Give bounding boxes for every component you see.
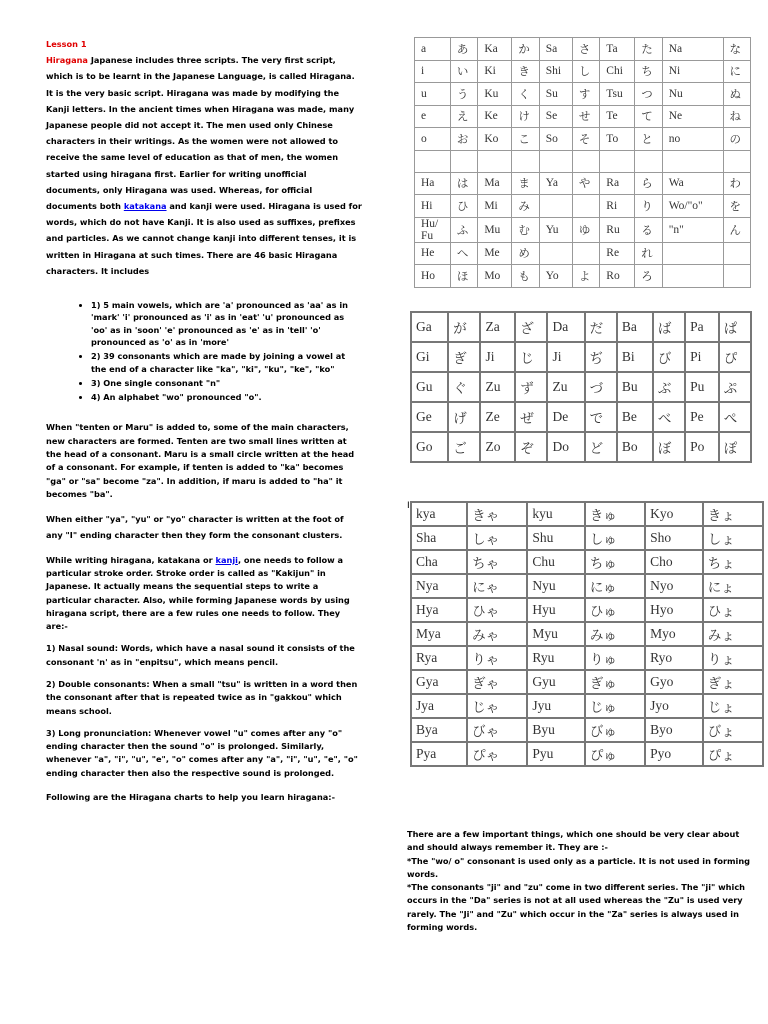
stroke-part2: , one needs to follow a particular stroke order. Stroke order is called as "Kakijun" in Japanese. It actually means the sequential steps to write a particular character. Also, while forming Japanese words by using hiragana script, there are a few rules one needs to follow. They are:-: [46, 554, 350, 632]
table-cell: Nyo: [645, 574, 703, 598]
table-cell: た: [635, 38, 662, 61]
table-cell: Pe: [685, 402, 719, 432]
stroke-part1: While writing hiragana, katakana or: [46, 554, 216, 565]
table-cell: み: [512, 195, 539, 218]
table-cell: Ji: [547, 342, 584, 372]
list-item: • 3) One single consonant "n": [91, 377, 362, 389]
table-cell: Wa: [662, 172, 723, 195]
table-row: [411, 694, 763, 718]
table-cell: ちゃ: [467, 550, 527, 574]
table-cell: と: [635, 128, 662, 151]
table-cell: [572, 242, 599, 265]
table-row: [411, 598, 763, 622]
table-cell: ぢ: [585, 342, 617, 372]
table-cell: にょ: [703, 574, 763, 598]
table-cell: [539, 195, 572, 218]
list-item: • 2) 39 consonants which are made by joining a vowel at the end of a character like "ka", "ki", "ku", "ke", "ko": [91, 350, 362, 375]
table-cell: He: [415, 242, 451, 265]
table-cell: Mya: [411, 622, 467, 646]
table-cell: ちょ: [703, 550, 763, 574]
table-cell: お: [450, 128, 477, 151]
table-cell: ざ: [515, 312, 547, 342]
table-cell: [723, 242, 751, 265]
table-cell: [662, 265, 723, 288]
table-cell: きゅ: [585, 502, 645, 526]
table-cell: o: [415, 128, 451, 151]
table-cell: [415, 150, 451, 172]
table-cell: ほ: [450, 265, 477, 288]
table-cell: [723, 265, 751, 288]
table-cell: ま: [512, 172, 539, 195]
table-cell: き: [512, 60, 539, 83]
table-cell: Do: [547, 432, 584, 462]
table-cell: Shu: [527, 526, 585, 550]
table-cell: Ma: [478, 172, 512, 195]
table-cell: ちゅ: [585, 550, 645, 574]
table-cell: [450, 150, 477, 172]
table-row: [415, 38, 751, 61]
lesson-text-column: [46, 36, 362, 805]
table-cell: ろ: [635, 265, 662, 288]
table-cell: ひゅ: [585, 598, 645, 622]
table-row: [411, 526, 763, 550]
hiragana-word: Hiragana: [46, 55, 88, 66]
table-cell: は: [450, 172, 477, 195]
table-cell: ぽ: [719, 432, 751, 462]
table-cell: そ: [572, 128, 599, 151]
table-cell: にゅ: [585, 574, 645, 598]
table-cell: Sho: [645, 526, 703, 550]
table-cell: Chi: [600, 60, 635, 83]
table-cell: ぴゅ: [585, 742, 645, 766]
table-cell: Ga: [411, 312, 448, 342]
table-cell: ぐ: [448, 372, 480, 402]
table-cell: Sha: [411, 526, 467, 550]
table-cell: Jyo: [645, 694, 703, 718]
table-row: [415, 60, 751, 83]
table-cell: け: [512, 105, 539, 128]
table-cell: Ryu: [527, 646, 585, 670]
table-cell: ぺ: [719, 402, 751, 432]
table-cell: る: [635, 217, 662, 242]
table-cell: Se: [539, 105, 572, 128]
table-cell: [572, 150, 599, 172]
table-cell: Wo/"o": [662, 195, 723, 218]
list-item: • 4) An alphabet "wo" pronounced "o".: [91, 391, 362, 403]
table-cell: に: [723, 60, 751, 83]
table-cell: Gi: [411, 342, 448, 372]
table-cell: ぴゃ: [467, 742, 527, 766]
table-cell: Da: [547, 312, 584, 342]
table-cell: Pyu: [527, 742, 585, 766]
table-cell: ぷ: [719, 372, 751, 402]
table-cell: す: [572, 83, 599, 106]
table-cell: ね: [723, 105, 751, 128]
table-cell: Gyo: [645, 670, 703, 694]
table-cell: Gu: [411, 372, 448, 402]
table-cell: Hyu: [527, 598, 585, 622]
table-cell: さ: [572, 38, 599, 61]
table-cell: が: [448, 312, 480, 342]
table-row: [415, 83, 751, 106]
intro-part1: Japanese includes three scripts. The very first script, which is to be learnt in the Japanese Language, is called Hiragana. It is the very basic script. Hiragana was made by modifying the Kanji letters. In the ancient times when Hiragana was made, many Japanese people did not accept it. The men used only Chinese characters in their writings. As the women were not allowed to receive the same level of education as that of men, the women started using hiragana first. Earlier for writing unofficial documents, only Hiragana was used. Whereas, for official documents both: [46, 55, 355, 212]
table-cell: あ: [450, 38, 477, 61]
stray-mark: I: [407, 501, 410, 511]
table-cell: ゆ: [572, 217, 599, 242]
table-cell: ん: [723, 217, 751, 242]
table-cell: り: [635, 195, 662, 218]
table-cell: りゃ: [467, 646, 527, 670]
table-cell: び: [653, 342, 685, 372]
table-cell: じゃ: [467, 694, 527, 718]
table-cell: [572, 195, 599, 218]
table-cell: Shi: [539, 60, 572, 83]
table-cell: ひ: [450, 195, 477, 218]
table-cell: ち: [635, 60, 662, 83]
table-cell: ば: [653, 312, 685, 342]
table-cell: じょ: [703, 694, 763, 718]
table-row: [411, 550, 763, 574]
table-cell: べ: [653, 402, 685, 432]
table-cell: や: [572, 172, 599, 195]
table-cell: れ: [635, 242, 662, 265]
table-cell: で: [585, 402, 617, 432]
table-cell: Be: [617, 402, 653, 432]
note-wo: *The "wo/ o" consonant is used only as a particle. It is not used in forming words.: [407, 855, 751, 879]
table-cell: Ni: [662, 60, 723, 83]
table-cell: De: [547, 402, 584, 432]
cluster-hiragana-table: [410, 501, 764, 767]
table-cell: か: [512, 38, 539, 61]
table-cell: じゅ: [585, 694, 645, 718]
katakana-link[interactable]: katakana: [123, 201, 167, 212]
table-cell: no: [662, 128, 723, 151]
table-cell: Ro: [600, 265, 635, 288]
table-cell: りゅ: [585, 646, 645, 670]
table-cell: みゅ: [585, 622, 645, 646]
kanji-link[interactable]: kanji: [215, 554, 238, 565]
table-cell: Myu: [527, 622, 585, 646]
table-cell: Hya: [411, 598, 467, 622]
table-cell: ひゃ: [467, 598, 527, 622]
table-cell: Ya: [539, 172, 572, 195]
table-cell: Yo: [539, 265, 572, 288]
table-cell: e: [415, 105, 451, 128]
table-cell: Ta: [600, 38, 635, 61]
table-cell: りょ: [703, 646, 763, 670]
table-cell: ぱ: [719, 312, 751, 342]
table-cell: ぎ: [448, 342, 480, 372]
table-cell: し: [572, 60, 599, 83]
table-cell: Mo: [478, 265, 512, 288]
table-cell: みゃ: [467, 622, 527, 646]
table-cell: Cho: [645, 550, 703, 574]
table-cell: ぎゃ: [467, 670, 527, 694]
table-cell: Na: [662, 38, 723, 61]
table-cell: な: [723, 38, 751, 61]
table-cell: Za: [480, 312, 515, 342]
table-row: [415, 105, 751, 128]
table-cell: づ: [585, 372, 617, 402]
table-cell: To: [600, 128, 635, 151]
table-cell: Tsu: [600, 83, 635, 106]
table-cell: [723, 150, 751, 172]
table-cell: ら: [635, 172, 662, 195]
table-cell: Yu: [539, 217, 572, 242]
rule-long-pronunciation: 3) Long pronunciation: Whenever vowel "u" comes after any "o" ending character then the sound "o" is prolonged. Similarly, whenever "a", "i", "u", "e", "o" comes after any "a", "i", "u", "e", "o" ending character then also the respective sound is prolonged.: [46, 727, 358, 778]
table-cell: Ne: [662, 105, 723, 128]
table-row: [415, 128, 751, 151]
table-cell: [662, 242, 723, 265]
table-cell: Gya: [411, 670, 467, 694]
table-cell: を: [723, 195, 751, 218]
table-cell: ぶ: [653, 372, 685, 402]
table-cell: ご: [448, 432, 480, 462]
intro-part2: and kanji were used. Hiragana is used for words, which do not have Kanji. It is also used as suffixes, prefixes and particles. As we cannot change kanji into different tenses, it is written in Hiragana at such times. There are 46 basic Hiragana characters. It includes: [46, 201, 362, 276]
table-cell: Jya: [411, 694, 467, 718]
table-cell: ぞ: [515, 432, 547, 462]
table-row: [411, 742, 763, 766]
table-cell: め: [512, 242, 539, 265]
lesson-title: Lesson 1: [46, 39, 87, 49]
table-cell: Ge: [411, 402, 448, 432]
character-bullet-list: [46, 299, 362, 403]
charts-intro: Following are the Hiragana charts to help you learn hiragana:-: [46, 792, 335, 803]
table-cell: Ho: [415, 265, 451, 288]
table-cell: だ: [585, 312, 617, 342]
list-item: • 1) 5 main vowels, which are 'a' pronounced as 'aa' as in 'mark' 'i' pronounced as 'i' as in 'eat' 'u' pronounced as 'oo' as in 'soon' 'e' pronounced as 'e' as in 'tell' 'o' pronounced as 'o' as in 'more': [91, 299, 362, 348]
table-row: [415, 217, 751, 242]
table-cell: びゃ: [467, 718, 527, 742]
table-cell: Chu: [527, 550, 585, 574]
table-cell: Byu: [527, 718, 585, 742]
table-cell: Ko: [478, 128, 512, 151]
table-row: [411, 670, 763, 694]
table-cell: Sa: [539, 38, 572, 61]
table-row: [415, 265, 751, 288]
table-cell: ぬ: [723, 83, 751, 106]
table-cell: Kyo: [645, 502, 703, 526]
basic-hiragana-table: [414, 37, 751, 288]
table-cell: Ryo: [645, 646, 703, 670]
table-row: [415, 172, 751, 195]
table-cell: [539, 242, 572, 265]
table-cell: Pu: [685, 372, 719, 402]
table-cell: ず: [515, 372, 547, 402]
table-row: [415, 150, 751, 172]
voiced-hiragana-table: [410, 311, 752, 463]
table-cell: Cha: [411, 550, 467, 574]
table-cell: Ku: [478, 83, 512, 106]
table-cell: [478, 150, 512, 172]
table-cell: Ba: [617, 312, 653, 342]
table-cell: ど: [585, 432, 617, 462]
table-cell: kya: [411, 502, 467, 526]
rule-nasal: 1) Nasal sound: Words, which have a nasal sound it consists of the consonant 'n' as in "enpitsu", which means pencil.: [46, 643, 355, 667]
table-cell: せ: [572, 105, 599, 128]
table-cell: Zo: [480, 432, 515, 462]
table-cell: Rya: [411, 646, 467, 670]
table-cell: Hu/ Fu: [415, 217, 451, 242]
table-cell: Nyu: [527, 574, 585, 598]
table-cell: Gyu: [527, 670, 585, 694]
table-cell: u: [415, 83, 451, 106]
table-row: [411, 502, 763, 526]
table-cell: Hi: [415, 195, 451, 218]
note-intro: There are a few important things, which one should be very clear about and should always remember it. They are :-: [407, 829, 740, 853]
table-cell: i: [415, 60, 451, 83]
table-cell: て: [635, 105, 662, 128]
table-cell: Zu: [480, 372, 515, 402]
table-cell: [600, 150, 635, 172]
table-cell: Bu: [617, 372, 653, 402]
table-cell: Ze: [480, 402, 515, 432]
table-cell: つ: [635, 83, 662, 106]
table-cell: Ra: [600, 172, 635, 195]
table-cell: Jyu: [527, 694, 585, 718]
table-cell: Ji: [480, 342, 515, 372]
table-cell: Myo: [645, 622, 703, 646]
table-cell: く: [512, 83, 539, 106]
table-cell: a: [415, 38, 451, 61]
important-notes: [407, 828, 757, 934]
table-cell: So: [539, 128, 572, 151]
table-cell: Te: [600, 105, 635, 128]
table-row: [411, 342, 751, 372]
table-row: [411, 574, 763, 598]
table-cell: も: [512, 265, 539, 288]
table-row: [411, 718, 763, 742]
table-cell: Bo: [617, 432, 653, 462]
table-cell: ぜ: [515, 402, 547, 432]
table-cell: にゃ: [467, 574, 527, 598]
table-row: [411, 402, 751, 432]
table-cell: Ki: [478, 60, 512, 83]
table-cell: Bi: [617, 342, 653, 372]
table-cell: Bya: [411, 718, 467, 742]
table-cell: ぴょ: [703, 742, 763, 766]
table-cell: きょ: [703, 502, 763, 526]
table-row: [411, 312, 751, 342]
table-row: [411, 372, 751, 402]
table-cell: "n": [662, 217, 723, 242]
table-cell: Ka: [478, 38, 512, 61]
table-cell: [635, 150, 662, 172]
table-cell: Ke: [478, 105, 512, 128]
table-cell: う: [450, 83, 477, 106]
table-cell: Nu: [662, 83, 723, 106]
table-cell: きゃ: [467, 502, 527, 526]
table-cell: Mi: [478, 195, 512, 218]
clusters-paragraph: When either "ya", "yu" or "yo" character is written at the foot of any "I" ending character then they form the consonant clusters.: [46, 514, 344, 541]
table-cell: こ: [512, 128, 539, 151]
table-cell: ふ: [450, 217, 477, 242]
table-cell: Go: [411, 432, 448, 462]
table-cell: わ: [723, 172, 751, 195]
table-cell: Re: [600, 242, 635, 265]
table-row: [411, 622, 763, 646]
table-cell: ひょ: [703, 598, 763, 622]
rule-double-consonant: 2) Double consonants: When a small "tsu" is written in a word then the consonant after that is repeated twice as in "gakkou" which means school.: [46, 678, 358, 716]
table-cell: Su: [539, 83, 572, 106]
table-cell: Ri: [600, 195, 635, 218]
table-cell: じ: [515, 342, 547, 372]
table-cell: [512, 150, 539, 172]
table-cell: ぎゅ: [585, 670, 645, 694]
table-cell: Hyo: [645, 598, 703, 622]
table-cell: Po: [685, 432, 719, 462]
table-cell: む: [512, 217, 539, 242]
intro-paragraph: [46, 52, 362, 279]
table-cell: しゅ: [585, 526, 645, 550]
table-cell: Ha: [415, 172, 451, 195]
table-cell: Ru: [600, 217, 635, 242]
tenten-paragraph: When "tenten or Maru" is added to, some of the main characters, new characters are formed. Tenten are two small lines written at the head of a consonant. Maru is a small circle written at the head of a consonant. For example, if tenten is added to "ka" becomes "ga" or "sa" become "za". In addition, if maru is added to "ha" it becomes "ba".: [46, 422, 355, 499]
table-row: [415, 195, 751, 218]
note-ji-zu: *The consonants "ji" and "zu" come in two different series. The "ji" which occurs in the "Da" series is not at all used whereas the "Zu" is used very rarely. The "Ji" and "Zu" which occur in the "Za" series is always used in forming words.: [407, 882, 745, 933]
table-cell: びょ: [703, 718, 763, 742]
table-row: [411, 646, 763, 670]
table-cell: Pya: [411, 742, 467, 766]
table-cell: [539, 150, 572, 172]
table-cell: Nya: [411, 574, 467, 598]
table-cell: ぎょ: [703, 670, 763, 694]
table-cell: え: [450, 105, 477, 128]
table-cell: しゃ: [467, 526, 527, 550]
table-cell: Zu: [547, 372, 584, 402]
table-cell: kyu: [527, 502, 585, 526]
table-row: [415, 242, 751, 265]
table-cell: ぴ: [719, 342, 751, 372]
table-cell: Me: [478, 242, 512, 265]
table-cell: しょ: [703, 526, 763, 550]
table-cell: ぼ: [653, 432, 685, 462]
table-cell: Pyo: [645, 742, 703, 766]
table-cell: よ: [572, 265, 599, 288]
table-cell: Pi: [685, 342, 719, 372]
table-row: [411, 432, 751, 462]
table-cell: げ: [448, 402, 480, 432]
table-cell: Mu: [478, 217, 512, 242]
stroke-order-paragraph: [46, 554, 362, 634]
table-cell: Byo: [645, 718, 703, 742]
table-cell: い: [450, 60, 477, 83]
table-cell: びゅ: [585, 718, 645, 742]
table-cell: みょ: [703, 622, 763, 646]
table-cell: Pa: [685, 312, 719, 342]
table-cell: へ: [450, 242, 477, 265]
table-cell: の: [723, 128, 751, 151]
table-cell: [662, 150, 723, 172]
